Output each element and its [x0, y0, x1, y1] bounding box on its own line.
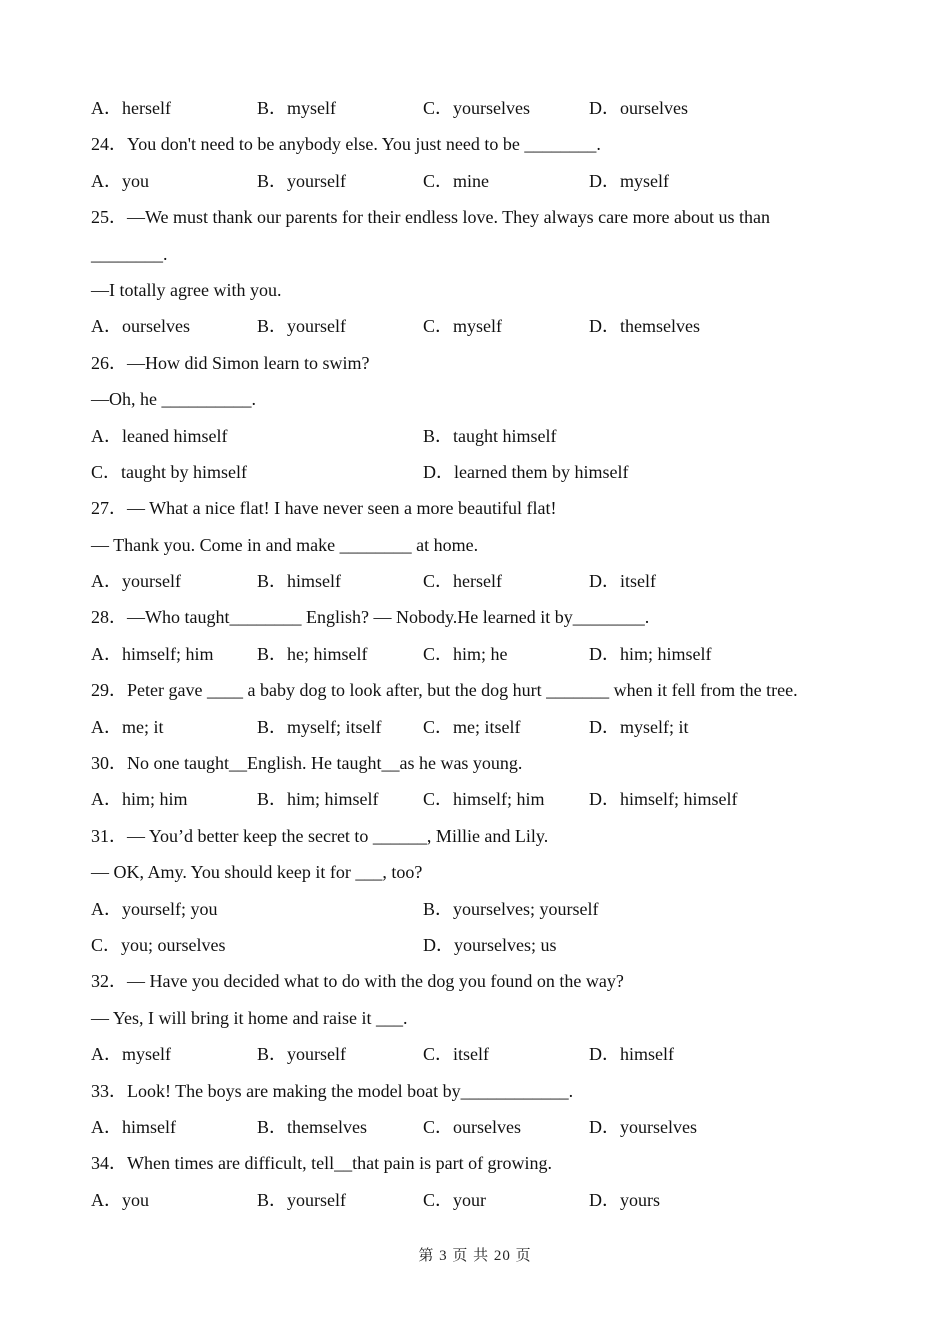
option-b: B．yourself	[257, 316, 346, 337]
option-c: C．yourselves	[423, 98, 530, 118]
option-b: B．yourselves; yourself	[423, 898, 599, 919]
question-26-stem: 26．—How did Simon learn to swim?	[91, 352, 370, 373]
question-28-options	[91, 636, 871, 672]
option-b: B．him; himself	[257, 789, 379, 810]
option-b: B．themselves	[257, 1116, 367, 1137]
option-d: D．learned them by himself	[423, 461, 629, 482]
option-a: A．me; it	[91, 716, 164, 737]
option-a: A．him; him	[91, 789, 188, 810]
option-c: C．itself	[423, 1044, 489, 1065]
option-b: B．himself	[257, 571, 341, 592]
option-a: A．himself; him	[91, 643, 214, 664]
option-c: C．him; he	[423, 643, 508, 664]
question-25-stem: 25．—We must thank our parents for their endless love. They always care more about us than	[91, 207, 771, 228]
option-b: B．myself; itself	[257, 716, 382, 737]
option-d: D．himself; himself	[589, 789, 738, 810]
option-b: B．he; himself	[257, 643, 368, 664]
option-a: A．you	[91, 1189, 149, 1210]
question-31-options-row1	[91, 891, 871, 927]
option-d: D．ourselves	[589, 98, 688, 118]
question-25-reply: —I totally agree with you.	[91, 279, 282, 300]
options-row	[91, 90, 871, 126]
option-c: C．ourselves	[423, 1116, 521, 1137]
option-c: C．myself	[423, 316, 502, 337]
question-33-options	[91, 1109, 871, 1145]
option-d: D．itself	[589, 571, 656, 592]
page-footer: 第 3 页 共 20 页	[418, 1248, 532, 1264]
option-d: D．yourselves; us	[423, 934, 557, 955]
question-32-options	[91, 1036, 871, 1072]
option-c: C．me; itself	[423, 716, 521, 737]
option-d: D．themselves	[589, 316, 700, 337]
question-27-reply: — Thank you. Come in and make ________ at home.	[91, 534, 479, 555]
option-b: B．yourself	[257, 1189, 346, 1210]
option-c: C．taught by himself	[91, 461, 247, 482]
option-c: C．your	[423, 1189, 486, 1210]
question-33-stem: 33．Look! The boys are making the model boat by____________.	[91, 1080, 574, 1101]
question-26-options-row2	[91, 454, 871, 490]
option-c: C．herself	[423, 571, 502, 592]
question-25-stem-cont: ________.	[91, 243, 168, 264]
option-a: A．yourself	[91, 571, 181, 592]
question-34-options	[91, 1182, 871, 1218]
question-30-stem: 30．No one taught__English. He taught__as he was young.	[91, 753, 523, 774]
option-a: A．ourselves	[91, 316, 190, 337]
question-28-stem: 28．—Who taught________ English? — Nobody.He learned it by________.	[91, 607, 650, 628]
option-a: A．herself	[91, 98, 171, 118]
option-b: B．yourself	[257, 170, 346, 191]
question-list	[91, 90, 871, 1218]
option-a: A．you	[91, 170, 149, 191]
question-31-stem: 31．— You’d better keep the secret to ______, Millie and Lily.	[91, 825, 549, 846]
option-c: C．mine	[423, 170, 489, 191]
option-b: B．myself	[257, 98, 336, 118]
question-24-options	[91, 163, 871, 199]
question-24-stem: 24．You don't need to be anybody else. You just need to be ________.	[91, 134, 601, 155]
option-d: D．myself	[589, 170, 669, 191]
question-29-options	[91, 709, 871, 745]
option-b: B．taught himself	[423, 425, 557, 446]
question-30-options	[91, 781, 871, 817]
option-b: B．yourself	[257, 1044, 346, 1065]
question-31-reply: — OK, Amy. You should keep it for ___, too?	[91, 862, 423, 883]
question-26-options-row1	[91, 418, 871, 454]
option-d: D．yourselves	[589, 1116, 697, 1137]
question-32-reply: — Yes, I will bring it home and raise it ___.	[91, 1007, 408, 1028]
option-a: A．himself	[91, 1116, 176, 1137]
question-34-stem: 34．When times are difficult, tell__that pain is part of growing.	[91, 1153, 553, 1174]
question-27-options	[91, 563, 871, 599]
option-c: C．himself; him	[423, 789, 545, 810]
option-d: D．him; himself	[589, 643, 712, 664]
option-d: D．yours	[589, 1189, 660, 1210]
option-a: A．leaned himself	[91, 425, 228, 446]
option-c: C．you; ourselves	[91, 934, 226, 955]
option-a: A．myself	[91, 1044, 171, 1065]
question-26-reply: —Oh, he __________.	[91, 389, 256, 410]
option-d: D．myself; it	[589, 716, 689, 737]
question-32-stem: 32．— Have you decided what to do with the dog you found on the way?	[91, 971, 624, 992]
question-29-stem: 29．Peter gave ____ a baby dog to look after, but the dog hurt _______ when it fell from the tree.	[91, 680, 798, 701]
option-a: A．yourself; you	[91, 898, 218, 919]
option-d: D．himself	[589, 1044, 674, 1065]
question-31-options-row2	[91, 927, 871, 963]
question-25-options	[91, 308, 871, 344]
question-27-stem: 27．— What a nice flat! I have never seen a more beautiful flat!	[91, 498, 557, 519]
